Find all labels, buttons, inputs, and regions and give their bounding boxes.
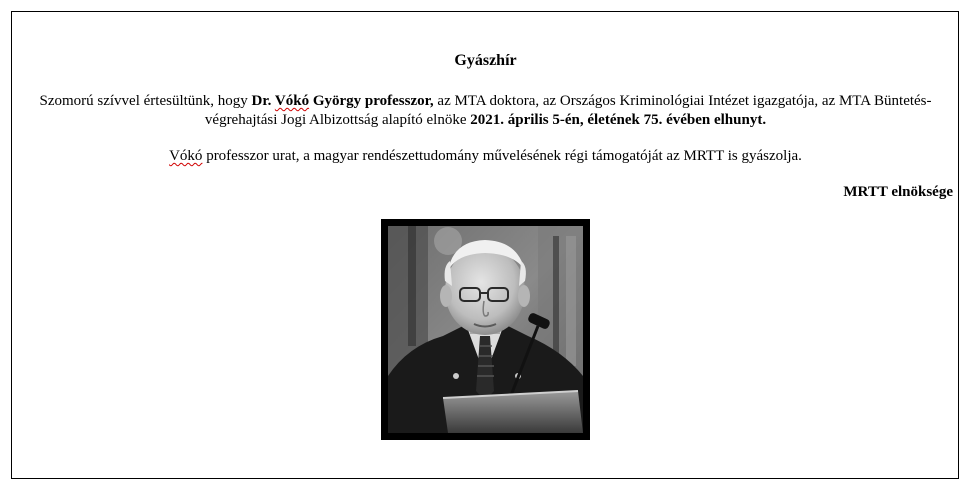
intro-text: Szomorú szívvel értesültünk, hogy — [39, 93, 252, 109]
titles-text: az MTA doktora, az Országos Kriminológiai Intézet igazgatója, az MTA Büntetés-végrehajtási Jogi Albizottság alapító elnöke — [204, 93, 932, 128]
name-surname: Vókó — [274, 93, 310, 109]
name-rest: György professzor, — [309, 93, 434, 109]
name-prefix: Dr. — [251, 93, 275, 109]
death-info: 2021. április 5-én, életének 75. évében elhunyt. — [470, 112, 767, 128]
mourning-text: professzor urat, a magyar rendészettudomány művelésének régi támogatóját az MRTT is gyászolja. — [202, 148, 802, 164]
deceased-name — [252, 93, 434, 109]
notice-paragraph-2 — [30, 147, 941, 166]
notice-paragraph-1 — [30, 92, 941, 130]
notice-title: Gyászhír — [454, 52, 517, 69]
portrait-photo — [388, 226, 583, 433]
signature: MRTT elnöksége — [843, 184, 953, 200]
portrait-photo-frame — [381, 219, 590, 440]
surname-mention: Vókó — [169, 148, 203, 164]
